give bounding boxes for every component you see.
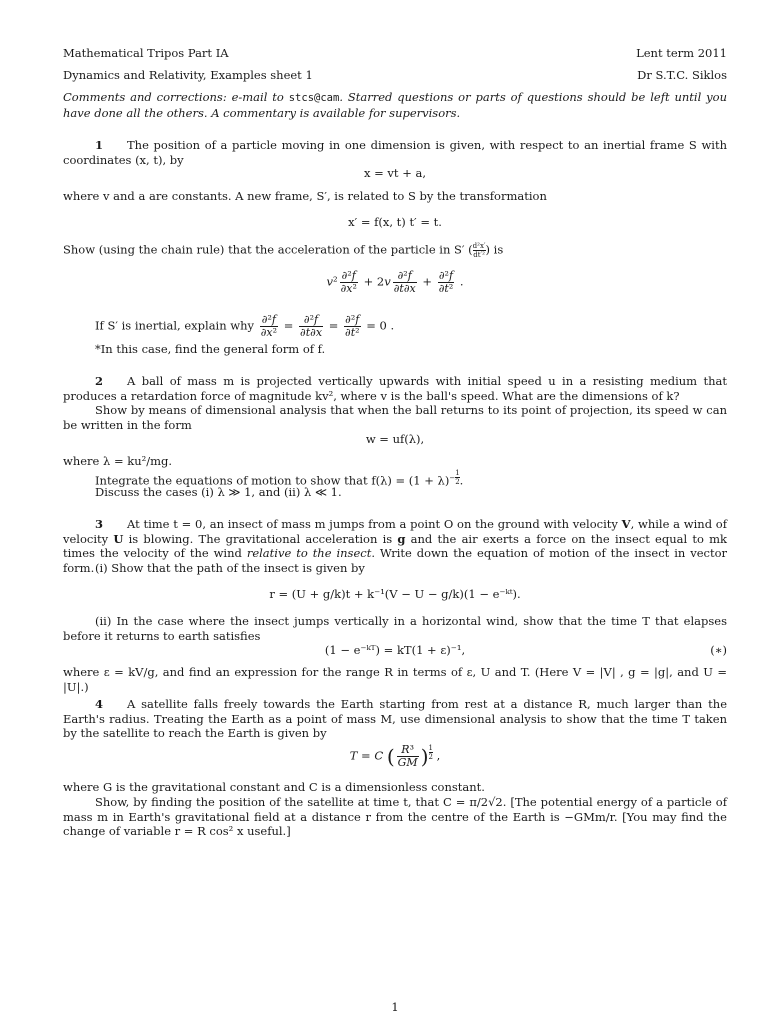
email-address: stcs@cam <box>288 92 340 104</box>
sheet-title: Dynamics and Relativity, Examples sheet 1 <box>63 68 313 82</box>
q2-equation-1: w = uf(λ), <box>365 432 425 446</box>
q1-equation-1: x = vt + a, <box>363 166 426 180</box>
q1-starred-part: *In this case, find the general form of f. <box>95 342 326 356</box>
comments-note: Comments and corrections: e-mail to stcs@cam. Starred questions or parts of questions should be left until you have done all the others. A commentary is available for supervisors. <box>63 90 727 120</box>
q1-text-2: where v and a are constants. A new frame, S′, is related to S by the transformation <box>63 189 547 203</box>
q1-text-3: Show (using the chain rule) that the acceleration of the particle in S′ ( $\frac{\text{d²x′}}{\text{dt′²}}$ ) is <box>63 242 504 259</box>
question-number: 1 <box>95 138 104 152</box>
exam-sheet-page <box>63 0 727 1024</box>
term-label: Lent term 2011 <box>636 46 727 60</box>
q3-text-1: 3 At time t = 0, an insect of mass m jumps from a point O on the ground with velocity V, while a wind of velocity U is blowing. The gravitational acceleration is g and the air exerts a force on the insect equal to mk times the velocity of the wind relative to the insect. Write down the equation of motion of the insect in vector form. <box>63 517 728 575</box>
equation-tag: (∗) <box>710 643 727 657</box>
q1-text-1: 1 The position of a particle moving in one dimension is given, with respect to an inertial frame S with coordinates (x, t), by <box>63 138 727 167</box>
header-row-2 <box>63 68 727 83</box>
header-row-1 <box>63 46 727 61</box>
q2-text-5: Discuss the cases (i) λ ≫ 1, and (ii) λ ≪ 1. <box>95 485 342 499</box>
q2-text-3: where λ = ku²/mg. <box>63 454 173 468</box>
q1-equation-2: x′ = f(x, t) t′ = t. <box>348 215 442 229</box>
q2-text-4: Integrate the equations of motion to show that $f(\lambda) = (1 + \lambda)^{- \frac{1}{2}}$ . <box>95 469 464 488</box>
course-title: Mathematical Tripos Part IA <box>63 46 229 60</box>
q4-text-1: 4 A satellite falls freely towards the Earth starting from rest at a distance R, much larger than the Earth's radius. Treating the Earth as a point of mass M, use dimensional analysis to show that the time T taken by the satellite to reach the Earth is given by <box>63 697 727 740</box>
page-number: 1 <box>391 1000 399 1014</box>
acceleration-fraction: $\frac{\text{d²x′}}{\text{dt′²}}$ <box>472 242 486 259</box>
q4-time-expression: T = C ( $\frac{\text{R³}}{GM}$ ) $^{\frac{1}{2}}$ , <box>349 743 441 769</box>
q3-text-3: (ii) In the case where the insect jumps vertically in a horizontal wind, show that the time T that elapses before it returns to earth satisfies <box>63 614 727 643</box>
q3-equation-2: (1 − e⁻ᵏᵀ) = kT(1 + ε)⁻¹, (∗) <box>324 643 727 657</box>
q3-text-4: where ε = kV/g, and find an expression for the range R in terms of ε, U and T. (Here V = |V| , g = |g|, and U = |U|.) <box>63 665 727 694</box>
q1-text-4: If S′ is inertial, explain why $\frac{\text{∂²f}}{\text{∂x²}}$ = $\frac{\text{∂²f}}{\partial t\partial x}$ = $\frac{\text{∂²f}}{\text{∂t²}}$ = 0 . <box>95 313 395 339</box>
q1-acceleration-expression: v² $\frac{\text{∂²f}}{\text{∂x²}}$ + 2v $\frac{\text{∂²f}}{\partial t\partial x}$ + $\frac{\text{∂²f}}{\text{∂t²}}$ . <box>326 269 464 295</box>
q2-text-1: 2 A ball of mass m is projected vertically upwards with initial speed u in a resisting medium that produces a retardation force of magnitude kv², where v is the ball's speed. What are the dimensions of k? <box>63 374 727 403</box>
author-name: Dr S.T.C. Siklos <box>637 68 727 82</box>
q3-text-2: (i) Show that the path of the insect is given by <box>95 561 365 575</box>
q2-text-2: Show by means of dimensional analysis that when the ball returns to its point of projection, its speed w can be written in the form <box>63 403 727 432</box>
question-number: 2 <box>95 374 104 388</box>
question-number: 3 <box>95 517 104 531</box>
question-number: 4 <box>95 697 104 711</box>
q4-text-3: Show, by finding the position of the satellite at time t, that C = π/2√2. [The potential energy of a particle of mass m in Earth's gravitational field at a distance r from the centre of the Earth is −GMm/r. [You may find the change of variable r = R cos² x useful.] <box>63 795 727 838</box>
q4-text-2: where G is the gravitational constant and C is a dimensionless constant. <box>63 780 485 794</box>
q3-equation-1: r = (U + g/k)t + k⁻¹(V − U − g/k)(1 − e⁻ᵏᵗ). <box>269 587 521 601</box>
